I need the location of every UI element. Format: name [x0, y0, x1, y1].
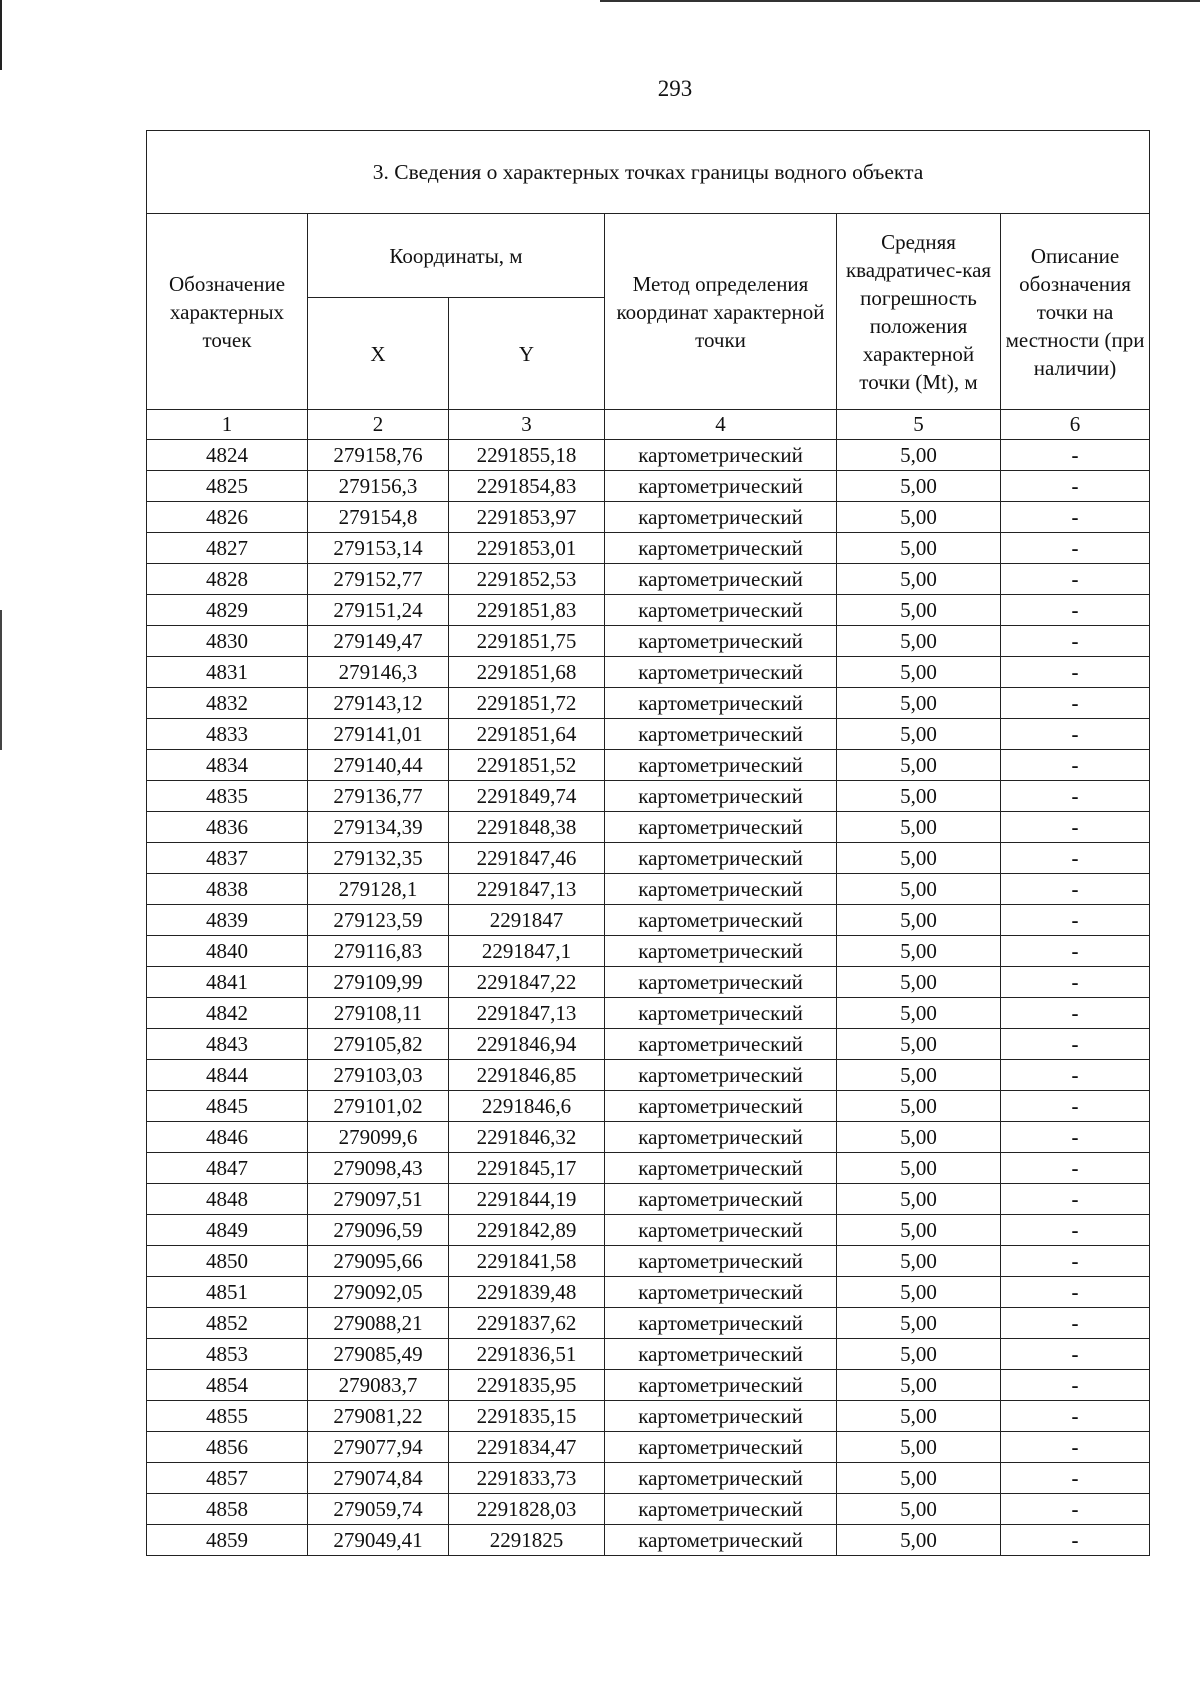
point-id-cell: 4833	[147, 719, 308, 750]
y-coordinate-cell: 2291851,83	[449, 595, 605, 626]
column-number: 1	[147, 410, 308, 440]
description-cell: -	[1001, 936, 1150, 967]
description-cell: -	[1001, 750, 1150, 781]
y-coordinate-cell: 2291851,52	[449, 750, 605, 781]
point-id-cell: 4831	[147, 657, 308, 688]
error-cell: 5,00	[837, 502, 1001, 533]
method-cell: картометрический	[605, 967, 837, 998]
y-coordinate-cell: 2291833,73	[449, 1463, 605, 1494]
method-cell: картометрический	[605, 1339, 837, 1370]
point-id-cell: 4852	[147, 1308, 308, 1339]
x-coordinate-cell: 279151,24	[308, 595, 449, 626]
table-row	[147, 1246, 1150, 1277]
error-cell: 5,00	[837, 1370, 1001, 1401]
method-cell: картометрический	[605, 440, 837, 471]
scan-edge-mark	[600, 0, 1200, 2]
description-cell: -	[1001, 1153, 1150, 1184]
x-coordinate-cell: 279156,3	[308, 471, 449, 502]
point-id-cell: 4846	[147, 1122, 308, 1153]
description-cell: -	[1001, 1184, 1150, 1215]
description-cell: -	[1001, 440, 1150, 471]
point-id-cell: 4858	[147, 1494, 308, 1525]
error-cell: 5,00	[837, 843, 1001, 874]
y-coordinate-cell: 2291847,1	[449, 936, 605, 967]
x-coordinate-cell: 279059,74	[308, 1494, 449, 1525]
error-cell: 5,00	[837, 1215, 1001, 1246]
table-row	[147, 626, 1150, 657]
error-cell: 5,00	[837, 533, 1001, 564]
error-cell: 5,00	[837, 1432, 1001, 1463]
table-row	[147, 1153, 1150, 1184]
table-row	[147, 1401, 1150, 1432]
boundary-points-table	[146, 130, 1150, 1556]
y-coordinate-cell: 2291836,51	[449, 1339, 605, 1370]
point-id-cell: 4847	[147, 1153, 308, 1184]
method-cell: картометрический	[605, 533, 837, 564]
x-coordinate-cell: 279149,47	[308, 626, 449, 657]
point-id-cell: 4830	[147, 626, 308, 657]
error-cell: 5,00	[837, 1060, 1001, 1091]
table-row	[147, 843, 1150, 874]
table-row	[147, 1029, 1150, 1060]
point-id-cell: 4851	[147, 1277, 308, 1308]
method-cell: картометрический	[605, 1463, 837, 1494]
error-cell: 5,00	[837, 936, 1001, 967]
method-cell: картометрический	[605, 719, 837, 750]
method-cell: картометрический	[605, 595, 837, 626]
error-cell: 5,00	[837, 905, 1001, 936]
x-coordinate-cell: 279141,01	[308, 719, 449, 750]
column-number-row	[147, 410, 1150, 440]
header-y: Y	[449, 298, 605, 410]
description-cell: -	[1001, 1432, 1150, 1463]
x-coordinate-cell: 279101,02	[308, 1091, 449, 1122]
point-id-cell: 4840	[147, 936, 308, 967]
description-cell: -	[1001, 564, 1150, 595]
x-coordinate-cell: 279146,3	[308, 657, 449, 688]
error-cell: 5,00	[837, 1122, 1001, 1153]
error-cell: 5,00	[837, 1339, 1001, 1370]
scan-edge-mark	[0, 610, 2, 750]
y-coordinate-cell: 2291834,47	[449, 1432, 605, 1463]
table-row	[147, 998, 1150, 1029]
x-coordinate-cell: 279136,77	[308, 781, 449, 812]
table-row	[147, 595, 1150, 626]
x-coordinate-cell: 279134,39	[308, 812, 449, 843]
x-coordinate-cell: 279074,84	[308, 1463, 449, 1494]
error-cell: 5,00	[837, 595, 1001, 626]
table-row	[147, 781, 1150, 812]
y-coordinate-cell: 2291835,95	[449, 1370, 605, 1401]
x-coordinate-cell: 279077,94	[308, 1432, 449, 1463]
method-cell: картометрический	[605, 781, 837, 812]
header-coordinates: Координаты, м	[308, 214, 605, 298]
method-cell: картометрический	[605, 998, 837, 1029]
table-row	[147, 812, 1150, 843]
description-cell: -	[1001, 1060, 1150, 1091]
table-row	[147, 967, 1150, 998]
y-coordinate-cell: 2291846,32	[449, 1122, 605, 1153]
method-cell: картометрический	[605, 1246, 837, 1277]
y-coordinate-cell: 2291842,89	[449, 1215, 605, 1246]
method-cell: картометрический	[605, 502, 837, 533]
x-coordinate-cell: 279083,7	[308, 1370, 449, 1401]
method-cell: картометрический	[605, 1029, 837, 1060]
header-method: Метод определения координат характерной точки	[605, 214, 837, 410]
description-cell: -	[1001, 657, 1150, 688]
x-coordinate-cell: 279116,83	[308, 936, 449, 967]
method-cell: картометрический	[605, 1494, 837, 1525]
y-coordinate-cell: 2291851,64	[449, 719, 605, 750]
table-row	[147, 1432, 1150, 1463]
y-coordinate-cell: 2291846,6	[449, 1091, 605, 1122]
method-cell: картометрический	[605, 1153, 837, 1184]
point-id-cell: 4844	[147, 1060, 308, 1091]
y-coordinate-cell: 2291846,85	[449, 1060, 605, 1091]
point-id-cell: 4838	[147, 874, 308, 905]
point-id-cell: 4841	[147, 967, 308, 998]
x-coordinate-cell: 279049,41	[308, 1525, 449, 1556]
error-cell: 5,00	[837, 471, 1001, 502]
point-id-cell: 4848	[147, 1184, 308, 1215]
x-coordinate-cell: 279143,12	[308, 688, 449, 719]
error-cell: 5,00	[837, 1184, 1001, 1215]
y-coordinate-cell: 2291841,58	[449, 1246, 605, 1277]
method-cell: картометрический	[605, 1215, 837, 1246]
x-coordinate-cell: 279096,59	[308, 1215, 449, 1246]
x-coordinate-cell: 279095,66	[308, 1246, 449, 1277]
point-id-cell: 4854	[147, 1370, 308, 1401]
description-cell: -	[1001, 1029, 1150, 1060]
point-id-cell: 4843	[147, 1029, 308, 1060]
description-cell: -	[1001, 1246, 1150, 1277]
error-cell: 5,00	[837, 719, 1001, 750]
description-cell: -	[1001, 595, 1150, 626]
x-coordinate-cell: 279140,44	[308, 750, 449, 781]
method-cell: картометрический	[605, 936, 837, 967]
y-coordinate-cell: 2291851,75	[449, 626, 605, 657]
table-row	[147, 1060, 1150, 1091]
description-cell: -	[1001, 781, 1150, 812]
y-coordinate-cell: 2291835,15	[449, 1401, 605, 1432]
table-row	[147, 533, 1150, 564]
x-coordinate-cell: 279132,35	[308, 843, 449, 874]
description-cell: -	[1001, 626, 1150, 657]
description-cell: -	[1001, 967, 1150, 998]
error-cell: 5,00	[837, 1494, 1001, 1525]
table-row	[147, 1308, 1150, 1339]
table-title: 3. Сведения о характерных точках границы водного объекта	[147, 131, 1150, 214]
header-designation: Обозначение характерных точек	[147, 214, 308, 410]
error-cell: 5,00	[837, 781, 1001, 812]
table-row	[147, 936, 1150, 967]
table-row	[147, 1215, 1150, 1246]
column-number: 3	[449, 410, 605, 440]
y-coordinate-cell: 2291849,74	[449, 781, 605, 812]
method-cell: картометрический	[605, 471, 837, 502]
method-cell: картометрический	[605, 1401, 837, 1432]
y-coordinate-cell: 2291847,13	[449, 874, 605, 905]
point-id-cell: 4850	[147, 1246, 308, 1277]
method-cell: картометрический	[605, 1432, 837, 1463]
table-row	[147, 471, 1150, 502]
column-number: 5	[837, 410, 1001, 440]
description-cell: -	[1001, 1494, 1150, 1525]
method-cell: картометрический	[605, 626, 837, 657]
x-coordinate-cell: 279154,8	[308, 502, 449, 533]
description-cell: -	[1001, 998, 1150, 1029]
y-coordinate-cell: 2291853,01	[449, 533, 605, 564]
x-coordinate-cell: 279128,1	[308, 874, 449, 905]
y-coordinate-cell: 2291854,83	[449, 471, 605, 502]
point-id-cell: 4842	[147, 998, 308, 1029]
point-id-cell: 4825	[147, 471, 308, 502]
method-cell: картометрический	[605, 812, 837, 843]
description-cell: -	[1001, 874, 1150, 905]
point-id-cell: 4859	[147, 1525, 308, 1556]
table-row	[147, 1122, 1150, 1153]
table-row	[147, 750, 1150, 781]
error-cell: 5,00	[837, 657, 1001, 688]
description-cell: -	[1001, 533, 1150, 564]
y-coordinate-cell: 2291845,17	[449, 1153, 605, 1184]
x-coordinate-cell: 279099,6	[308, 1122, 449, 1153]
y-coordinate-cell: 2291839,48	[449, 1277, 605, 1308]
point-id-cell: 4837	[147, 843, 308, 874]
method-cell: картометрический	[605, 1277, 837, 1308]
point-id-cell: 4849	[147, 1215, 308, 1246]
method-cell: картометрический	[605, 874, 837, 905]
scan-edge-mark	[0, 0, 2, 70]
table-row	[147, 1370, 1150, 1401]
y-coordinate-cell: 2291825	[449, 1525, 605, 1556]
method-cell: картометрический	[605, 564, 837, 595]
page-number: 293	[657, 76, 693, 101]
method-cell: картометрический	[605, 688, 837, 719]
column-number: 4	[605, 410, 837, 440]
point-id-cell: 4857	[147, 1463, 308, 1494]
x-coordinate-cell: 279123,59	[308, 905, 449, 936]
error-cell: 5,00	[837, 626, 1001, 657]
method-cell: картометрический	[605, 1308, 837, 1339]
error-cell: 5,00	[837, 812, 1001, 843]
description-cell: -	[1001, 1122, 1150, 1153]
y-coordinate-cell: 2291847	[449, 905, 605, 936]
description-cell: -	[1001, 812, 1150, 843]
description-cell: -	[1001, 1277, 1150, 1308]
column-number: 2	[308, 410, 449, 440]
point-id-cell: 4836	[147, 812, 308, 843]
description-cell: -	[1001, 1308, 1150, 1339]
x-coordinate-cell: 279158,76	[308, 440, 449, 471]
point-id-cell: 4829	[147, 595, 308, 626]
description-cell: -	[1001, 719, 1150, 750]
description-cell: -	[1001, 1401, 1150, 1432]
y-coordinate-cell: 2291851,68	[449, 657, 605, 688]
method-cell: картометрический	[605, 750, 837, 781]
point-id-cell: 4826	[147, 502, 308, 533]
point-id-cell: 4828	[147, 564, 308, 595]
error-cell: 5,00	[837, 998, 1001, 1029]
point-id-cell: 4845	[147, 1091, 308, 1122]
point-id-cell: 4834	[147, 750, 308, 781]
error-cell: 5,00	[837, 564, 1001, 595]
y-coordinate-cell: 2291853,97	[449, 502, 605, 533]
error-cell: 5,00	[837, 874, 1001, 905]
x-coordinate-cell: 279103,03	[308, 1060, 449, 1091]
description-cell: -	[1001, 843, 1150, 874]
error-cell: 5,00	[837, 1525, 1001, 1556]
point-id-cell: 4855	[147, 1401, 308, 1432]
y-coordinate-cell: 2291837,62	[449, 1308, 605, 1339]
error-cell: 5,00	[837, 440, 1001, 471]
table-row	[147, 440, 1150, 471]
error-cell: 5,00	[837, 1246, 1001, 1277]
x-coordinate-cell: 279152,77	[308, 564, 449, 595]
error-cell: 5,00	[837, 688, 1001, 719]
error-cell: 5,00	[837, 1153, 1001, 1184]
method-cell: картометрический	[605, 1184, 837, 1215]
error-cell: 5,00	[837, 1308, 1001, 1339]
y-coordinate-cell: 2291847,22	[449, 967, 605, 998]
point-id-cell: 4835	[147, 781, 308, 812]
description-cell: -	[1001, 1463, 1150, 1494]
point-id-cell: 4827	[147, 533, 308, 564]
table-row	[147, 688, 1150, 719]
method-cell: картометрический	[605, 1091, 837, 1122]
header-description: Описание обозначения точки на местности (при наличии)	[1001, 214, 1150, 410]
method-cell: картометрический	[605, 1122, 837, 1153]
x-coordinate-cell: 279109,99	[308, 967, 449, 998]
y-coordinate-cell: 2291847,46	[449, 843, 605, 874]
y-coordinate-cell: 2291828,03	[449, 1494, 605, 1525]
description-cell: -	[1001, 1339, 1150, 1370]
y-coordinate-cell: 2291844,19	[449, 1184, 605, 1215]
description-cell: -	[1001, 1370, 1150, 1401]
header-x: X	[308, 298, 449, 410]
description-cell: -	[1001, 1525, 1150, 1556]
method-cell: картометрический	[605, 1060, 837, 1091]
x-coordinate-cell: 279153,14	[308, 533, 449, 564]
x-coordinate-cell: 279098,43	[308, 1153, 449, 1184]
description-cell: -	[1001, 502, 1150, 533]
error-cell: 5,00	[837, 750, 1001, 781]
point-id-cell: 4853	[147, 1339, 308, 1370]
method-cell: картометрический	[605, 657, 837, 688]
x-coordinate-cell: 279108,11	[308, 998, 449, 1029]
header-error: Средняя квадратичес-кая погрешность положения характерной точки (Mt), м	[837, 214, 1001, 410]
y-coordinate-cell: 2291847,13	[449, 998, 605, 1029]
description-cell: -	[1001, 471, 1150, 502]
column-number: 6	[1001, 410, 1150, 440]
table-row	[147, 874, 1150, 905]
x-coordinate-cell: 279085,49	[308, 1339, 449, 1370]
y-coordinate-cell: 2291851,72	[449, 688, 605, 719]
description-cell: -	[1001, 1215, 1150, 1246]
error-cell: 5,00	[837, 1277, 1001, 1308]
table-row	[147, 1494, 1150, 1525]
method-cell: картометрический	[605, 843, 837, 874]
y-coordinate-cell: 2291846,94	[449, 1029, 605, 1060]
x-coordinate-cell: 279081,22	[308, 1401, 449, 1432]
x-coordinate-cell: 279097,51	[308, 1184, 449, 1215]
description-cell: -	[1001, 905, 1150, 936]
error-cell: 5,00	[837, 1401, 1001, 1432]
error-cell: 5,00	[837, 1463, 1001, 1494]
method-cell: картометрический	[605, 905, 837, 936]
error-cell: 5,00	[837, 1091, 1001, 1122]
y-coordinate-cell: 2291852,53	[449, 564, 605, 595]
y-coordinate-cell: 2291848,38	[449, 812, 605, 843]
x-coordinate-cell: 279105,82	[308, 1029, 449, 1060]
table-row	[147, 1463, 1150, 1494]
error-cell: 5,00	[837, 1029, 1001, 1060]
x-coordinate-cell: 279092,05	[308, 1277, 449, 1308]
point-id-cell: 4832	[147, 688, 308, 719]
table-row	[147, 719, 1150, 750]
description-cell: -	[1001, 688, 1150, 719]
method-cell: картометрический	[605, 1370, 837, 1401]
description-cell: -	[1001, 1091, 1150, 1122]
x-coordinate-cell: 279088,21	[308, 1308, 449, 1339]
error-cell: 5,00	[837, 967, 1001, 998]
point-id-cell: 4856	[147, 1432, 308, 1463]
point-id-cell: 4839	[147, 905, 308, 936]
table-row	[147, 905, 1150, 936]
y-coordinate-cell: 2291855,18	[449, 440, 605, 471]
table-row	[147, 1525, 1150, 1556]
table-row	[147, 1184, 1150, 1215]
point-id-cell: 4824	[147, 440, 308, 471]
table-row	[147, 1277, 1150, 1308]
table-row	[147, 1339, 1150, 1370]
table-row	[147, 1091, 1150, 1122]
table-row	[147, 502, 1150, 533]
method-cell: картометрический	[605, 1525, 837, 1556]
table-row	[147, 564, 1150, 595]
table-row	[147, 657, 1150, 688]
